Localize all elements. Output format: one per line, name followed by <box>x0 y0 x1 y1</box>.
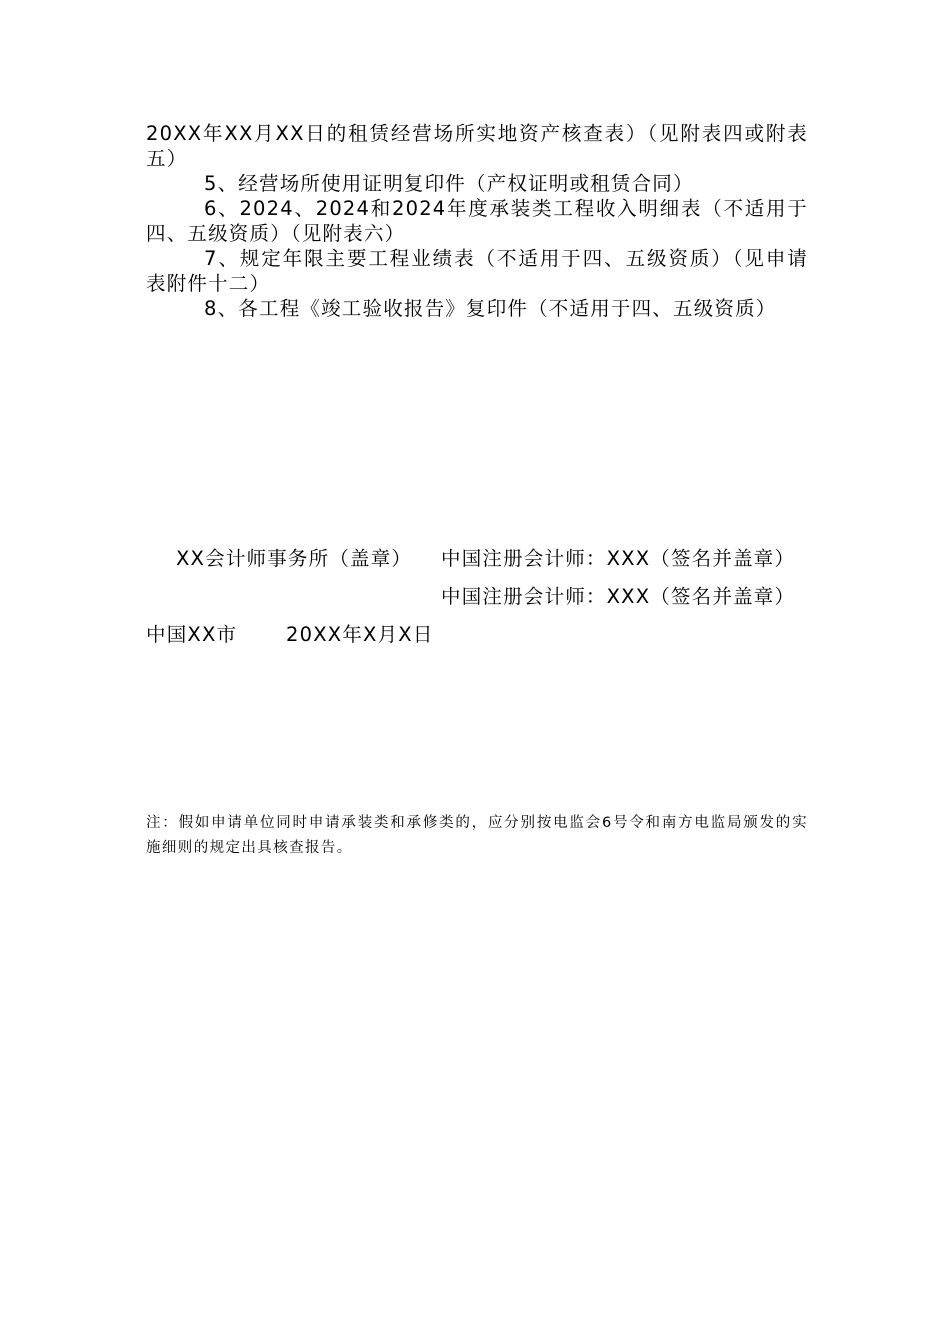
list-item-5: 5、经营场所使用证明复印件（产权证明或租赁合同） <box>204 172 694 195</box>
footnote-text: 注：假如申请单位同时申请承装类和承修类的，应分别按电监会6号令和南方电监局颁发的实施细则的规定出具核查报告。 <box>146 815 808 856</box>
cpa-signature-1: 中国注册会计师：XXX（签名并盖章） <box>441 547 796 570</box>
signature-date: 20XX年X月X日 <box>286 623 434 646</box>
list-item-6: 6、2024、2024和2024年度承装类工程收入明细表（不适用于四、五级资质）（见附表六） <box>146 197 808 245</box>
signature-city: 中国XX市 <box>146 623 238 646</box>
list-item-7: 7、规定年限主要工程业绩表（不适用于四、五级资质）（见申请表附件十二） <box>146 247 808 295</box>
list-item-8: 8、各工程《竣工验收报告》复印件（不适用于四、五级资质） <box>204 297 777 320</box>
document-body <box>146 121 808 321</box>
paragraph-continuation: 20XX年XX月XX日的租赁经营场所实地资产核查表）（见附表四或附表五） <box>146 122 808 170</box>
footnote <box>146 811 808 861</box>
cpa-signature-2: 中国注册会计师：XXX（签名并盖章） <box>441 585 796 608</box>
firm-signature: XX会计师事务所（盖章） <box>176 547 413 570</box>
